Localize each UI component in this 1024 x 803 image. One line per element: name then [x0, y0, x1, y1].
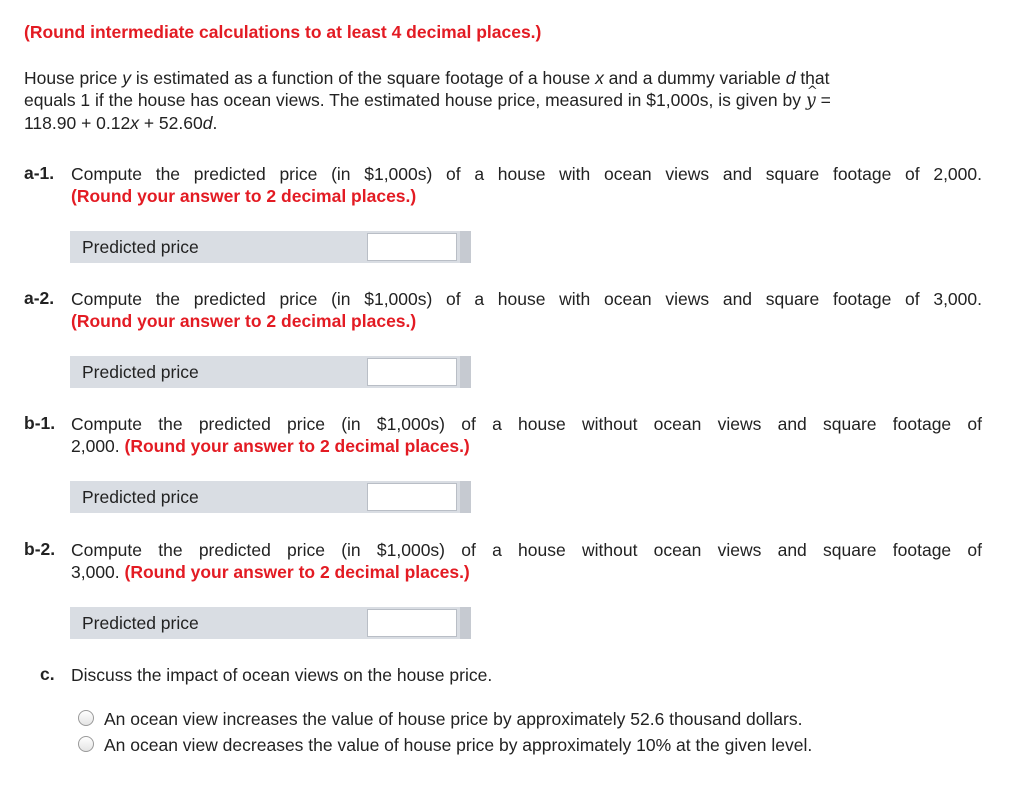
question-b1: [24, 413, 982, 463]
answer-row-b1: [70, 481, 471, 513]
rounding-note: (Round your answer to 2 decimal places.): [71, 186, 417, 206]
y-hat-symbol: y ^: [806, 90, 816, 112]
part-label: c.: [40, 664, 55, 684]
option-text: An ocean view decreases the value of house price by approximately 10% at the given level.: [104, 735, 813, 755]
answer-label: Predicted price: [82, 487, 199, 507]
question-c: [24, 664, 982, 688]
question-text-continued: 2,000.: [71, 436, 125, 456]
question-text: Compute the predicted price (in $1,000s) of a house without ocean views and square footage of: [71, 414, 982, 434]
predicted-price-input-a1[interactable]: [367, 233, 457, 261]
radio-button[interactable]: [78, 710, 94, 726]
answer-label: Predicted price: [82, 237, 199, 257]
question-text: Compute the predicted price (in $1,000s) of a house with ocean views and square footage of 3,000.: [71, 289, 982, 309]
answer-label: Predicted price: [82, 362, 199, 382]
statement-line-1: House price y is estimated as a function of the square footage of a house x and a dummy variable d that: [24, 68, 830, 88]
question-text: Compute the predicted price (in $1,000s) of a house without ocean views and square footage of: [71, 540, 982, 560]
question-text-continued: 3,000.: [71, 562, 125, 582]
rounding-note: (Round your answer to 2 decimal places.): [71, 311, 417, 331]
answer-row-end: [460, 607, 471, 639]
rounding-note: (Round your answer to 2 decimal places.): [124, 562, 470, 582]
rounding-instruction: (Round intermediate calculations to at least 4 decimal places.): [24, 22, 542, 42]
statement-line-2: equals 1 if the house has ocean views. The estimated house price, measured in $1,000s, is given by y ^ =: [24, 89, 982, 112]
rounding-note: (Round your answer to 2 decimal places.): [124, 436, 470, 456]
problem-statement: [24, 67, 982, 134]
answer-label: Predicted price: [82, 613, 199, 633]
question-b2: [24, 539, 982, 589]
question-a1: [24, 163, 982, 213]
radio-button[interactable]: [78, 736, 94, 752]
option-text: An ocean view increases the value of house price by approximately 52.6 thousand dollars.: [104, 709, 803, 729]
question-text: Compute the predicted price (in $1,000s) of a house with ocean views and square footage of 2,000.: [71, 164, 982, 184]
answer-row-a2: [70, 356, 471, 388]
predicted-price-input-b1[interactable]: [367, 483, 457, 511]
predicted-price-input-b2[interactable]: [367, 609, 457, 637]
answer-row-end: [460, 356, 471, 388]
predicted-price-input-a2[interactable]: [367, 358, 457, 386]
answer-row-b2: [70, 607, 471, 639]
answer-row-end: [460, 231, 471, 263]
question-a2: [24, 288, 982, 338]
question-text: Discuss the impact of ocean views on the house price.: [71, 665, 493, 685]
part-label: a-2.: [24, 288, 55, 308]
part-label: b-1.: [24, 413, 56, 433]
part-label: a-1.: [24, 163, 55, 183]
regression-equation: 118.90 + 0.12x + 52.60d.: [24, 113, 218, 133]
answer-row-end: [460, 481, 471, 513]
part-label: b-2.: [24, 539, 56, 559]
answer-row-a1: [70, 231, 471, 263]
